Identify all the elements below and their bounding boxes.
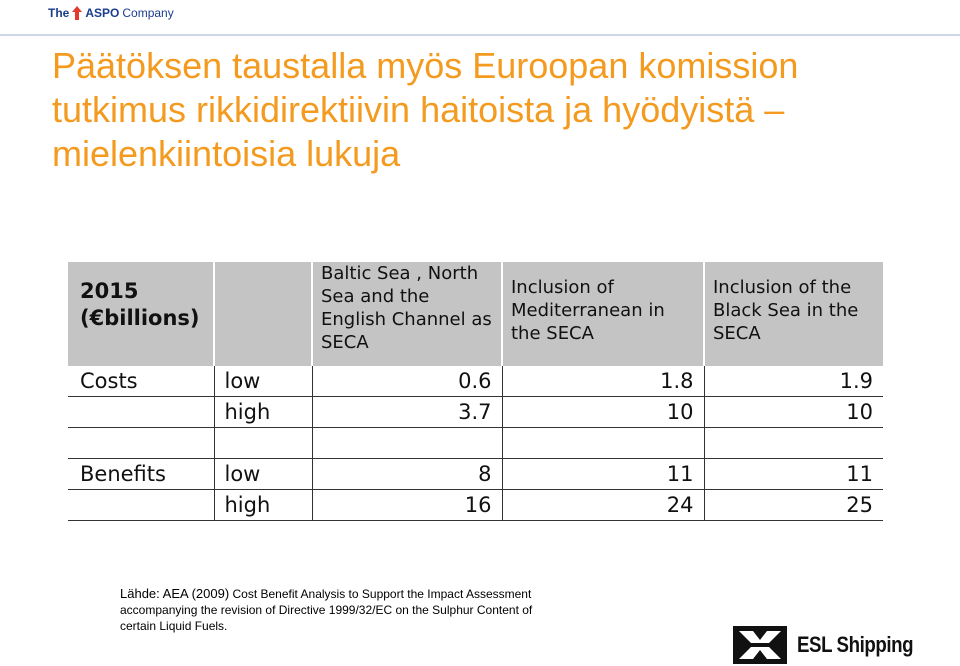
row-level-label: high [214, 490, 312, 521]
esl-emblem-icon [733, 626, 787, 664]
row-group-label [68, 428, 214, 459]
source-prefix: Lähde: AEA (2009) [120, 586, 230, 601]
column-header-black-sea: Inclusion of the Black Sea in the SECA [704, 262, 883, 366]
table-level-header [214, 262, 312, 366]
logo-post-text: Company [122, 6, 174, 20]
table-cell: 16 [312, 490, 502, 521]
cost-benefit-table [68, 262, 883, 516]
table-row [68, 459, 883, 490]
column-header-mediterranean: Inclusion of Mediterranean in the SECA [502, 262, 704, 366]
logo-pre-text: The [48, 6, 70, 20]
table-cell [502, 428, 704, 459]
esl-shipping-name: ESL Shipping [797, 632, 914, 657]
table-cell [704, 428, 883, 459]
title-line-2: tutkimus rikkidirektiivin haitoista ja hyödyistä – [52, 89, 785, 130]
column-header-baltic: Baltic Sea , North Sea and the English Channel as SECA [312, 262, 502, 366]
row-level-label: low [214, 366, 312, 397]
esl-shipping-logo [733, 626, 934, 664]
row-level-label [214, 428, 312, 459]
table-unit: (€billions) [80, 306, 200, 330]
title-line-1: Päätöksen taustalla myös Euroopan komission [52, 45, 799, 86]
row-group-label [68, 490, 214, 521]
table-cell: 10 [704, 397, 883, 428]
table-cell: 11 [704, 459, 883, 490]
source-citation [120, 586, 540, 634]
table-year: 2015 [80, 279, 139, 303]
row-group-label: Benefits [68, 459, 214, 490]
table-cell: 0.6 [312, 366, 502, 397]
row-group-label: Costs [68, 366, 214, 397]
table-cell: 25 [704, 490, 883, 521]
slide-title [52, 44, 932, 176]
title-line-3: mielenkiintoisia lukuja [52, 133, 401, 174]
table-row [68, 428, 883, 459]
table-cell: 11 [502, 459, 704, 490]
table-corner-cell [68, 262, 214, 366]
table-row [68, 397, 883, 428]
table-cell: 24 [502, 490, 704, 521]
table-cell: 3.7 [312, 397, 502, 428]
row-group-label [68, 397, 214, 428]
row-level-label: low [214, 459, 312, 490]
header-divider [0, 34, 960, 36]
row-level-label: high [214, 397, 312, 428]
source-text: Cost Benefit Analysis to Support the Impact Assessment accompanying the revision of Directive 1999/32/EC on the Sulphur Content of certain Liquid Fuels. [120, 587, 533, 633]
table-row [68, 490, 883, 521]
table-header-row [68, 262, 883, 366]
table-cell: 10 [502, 397, 704, 428]
table-cell: 1.8 [502, 366, 704, 397]
aspo-arrow-icon [72, 6, 82, 20]
table-cell [312, 428, 502, 459]
top-bar [0, 0, 960, 34]
aspo-company-logo [48, 6, 174, 20]
table-cell: 1.9 [704, 366, 883, 397]
logo-brand-text: ASPO [85, 6, 120, 20]
table-row [68, 366, 883, 397]
table-cell: 8 [312, 459, 502, 490]
